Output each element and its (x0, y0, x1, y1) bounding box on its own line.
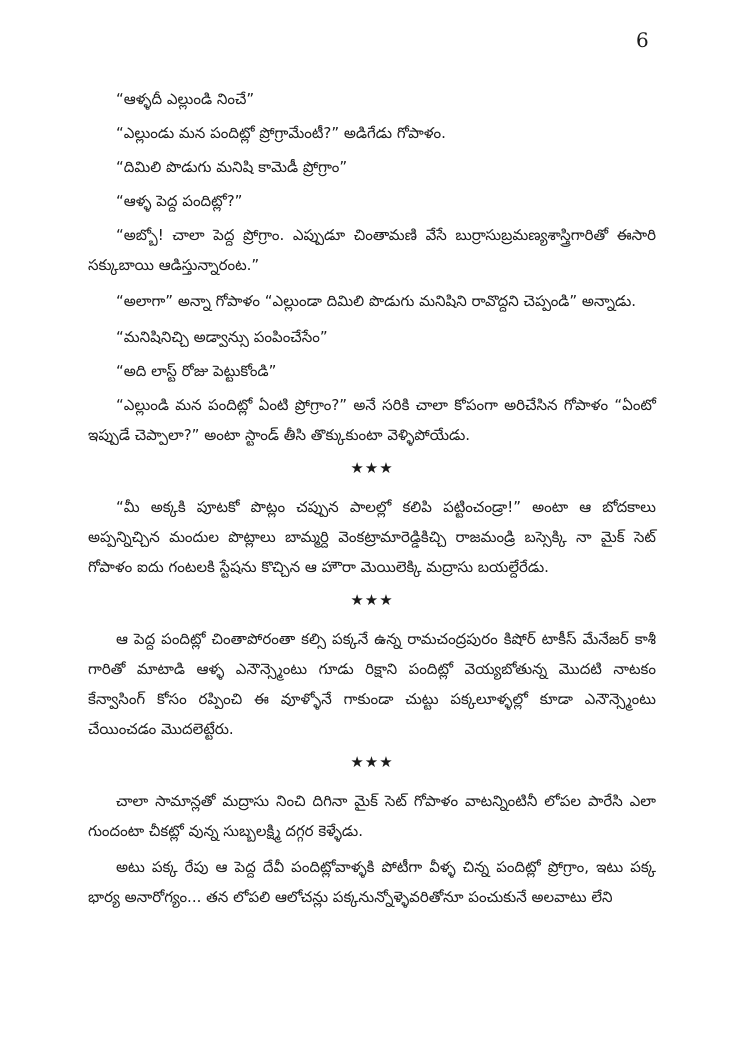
section-separator: ★★★ (350, 591, 394, 609)
paragraph: “అది లాస్ట్ రోజు పెట్టుకోండి” (116, 362, 277, 380)
section-separator: ★★★ (350, 753, 394, 771)
paragraph: ఆ పెద్ద పందిట్లో చింతాపోరంతా కల్సి పక్కనే ఉన్న రామచంద్రపురం కిషోర్ టాకీస్ మేనేజర్ కాశీ గారితో మాటాడి ఆళ్ళ ఎనౌన్స్మెంటు గూడు రిక్షాని పందిట్లో వెయ్యబోతున్న మొదటి నాటకం కేన్వాసింగ్ కోసం రప్పించి ఈ వూళ్ళోనే గాకుండా చుట్టు పక్కలూళ్ళల్లో కూడా ఎనౌన్స్మెంటు చేయించడం మొదలెట్టేరు. (88, 630, 656, 738)
paragraph: “ఎల్లుండు మన పందిట్లో ప్రోగ్రామేంటీ?” అడిగేడు గోపాళం. (116, 124, 446, 142)
page-number: 6 (636, 28, 649, 52)
paragraph: “అబ్బో! చాలా పెద్ద ప్రోగ్రాం. ఎప్పుడూ చింతామణి వేసే బుర్రాసుబ్రమణ్యశాస్త్రిగారితో ఈసారి సక్కుబాయి ఆడిస్తున్నారంట.” (88, 226, 656, 274)
paragraph: “మనిషినిచ్చి అడ్వాన్సు పంపించేసేం” (116, 328, 328, 346)
paragraph: “ఆళ్ళ పెద్ద పందిట్లో?” (116, 192, 243, 210)
paragraph: “మీ అక్కకి పూటకో పొట్లం చప్పున పాలల్లో కలిపి పట్టించండ్రా!” అంటా ఆ బోదకాలు అప్పన్నిచ్చిన మందుల పొట్లాలు బామ్మర్ది వెంకట్రామారెడ్డికిచ్చి రాజమండ్రి బస్సెక్కి నా మైక్ సెట్ గోపాళం ఐదు గంటలకి స్టేషను కొచ్చిన ఆ హౌరా మెయిలెక్కి మద్రాసు బయల్దేరేడు. (88, 498, 656, 576)
paragraph: “ఎల్లుండి మన పందిట్లో ఏంటి ప్రోగ్రాం?” అనే సరికి చాలా కోపంగా అరిచేసిన గోపాళం “ఏంటో ఇప్పుడే చెప్పాలా?” అంటా స్టాండ్ తీసి తొక్కుకుంటా వెళ్ళిపోయేడు. (88, 396, 656, 444)
paragraph: చాలా సామాన్లతో మద్రాసు నించి దిగినా మైక్ సెట్ గోపాళం వాటన్నింటినీ లోపల పారేసి ఎలా గుందంటా చీకట్లో వున్న సుబ్బలక్ష్మి దగ్గర కెళ్ళేడు. (88, 792, 656, 840)
paragraph: “ఆళ్ళదీ ఎల్లుండి నించే” (116, 90, 255, 108)
paragraph: “దిమిలి పొడుగు మనిషి కామెడీ ప్రోగ్రాం” (116, 158, 348, 176)
paragraph: “అలాగా” అన్నా గోపాళం “ఎల్లుండా దిమిలి పొడుగు మనిషిని రావొద్దని చెప్పండి” అన్నాడు. (116, 292, 637, 310)
page-body (88, 84, 656, 918)
paragraph: అటు పక్క రేపు ఆ పెద్ద దేవీ పందిట్లోవాళ్ళకి పోటీగా వీళ్ళ చిన్న పందిట్లో ప్రోగ్రాం, ఇటు పక్క భార్య అనారోగ్యం... తన లోపలి ఆలోచన్లు పక్కనున్నోళ్ళెవరితోనూ పంచుకునే అలవాటు లేని (88, 858, 656, 906)
section-separator: ★★★ (350, 459, 394, 477)
